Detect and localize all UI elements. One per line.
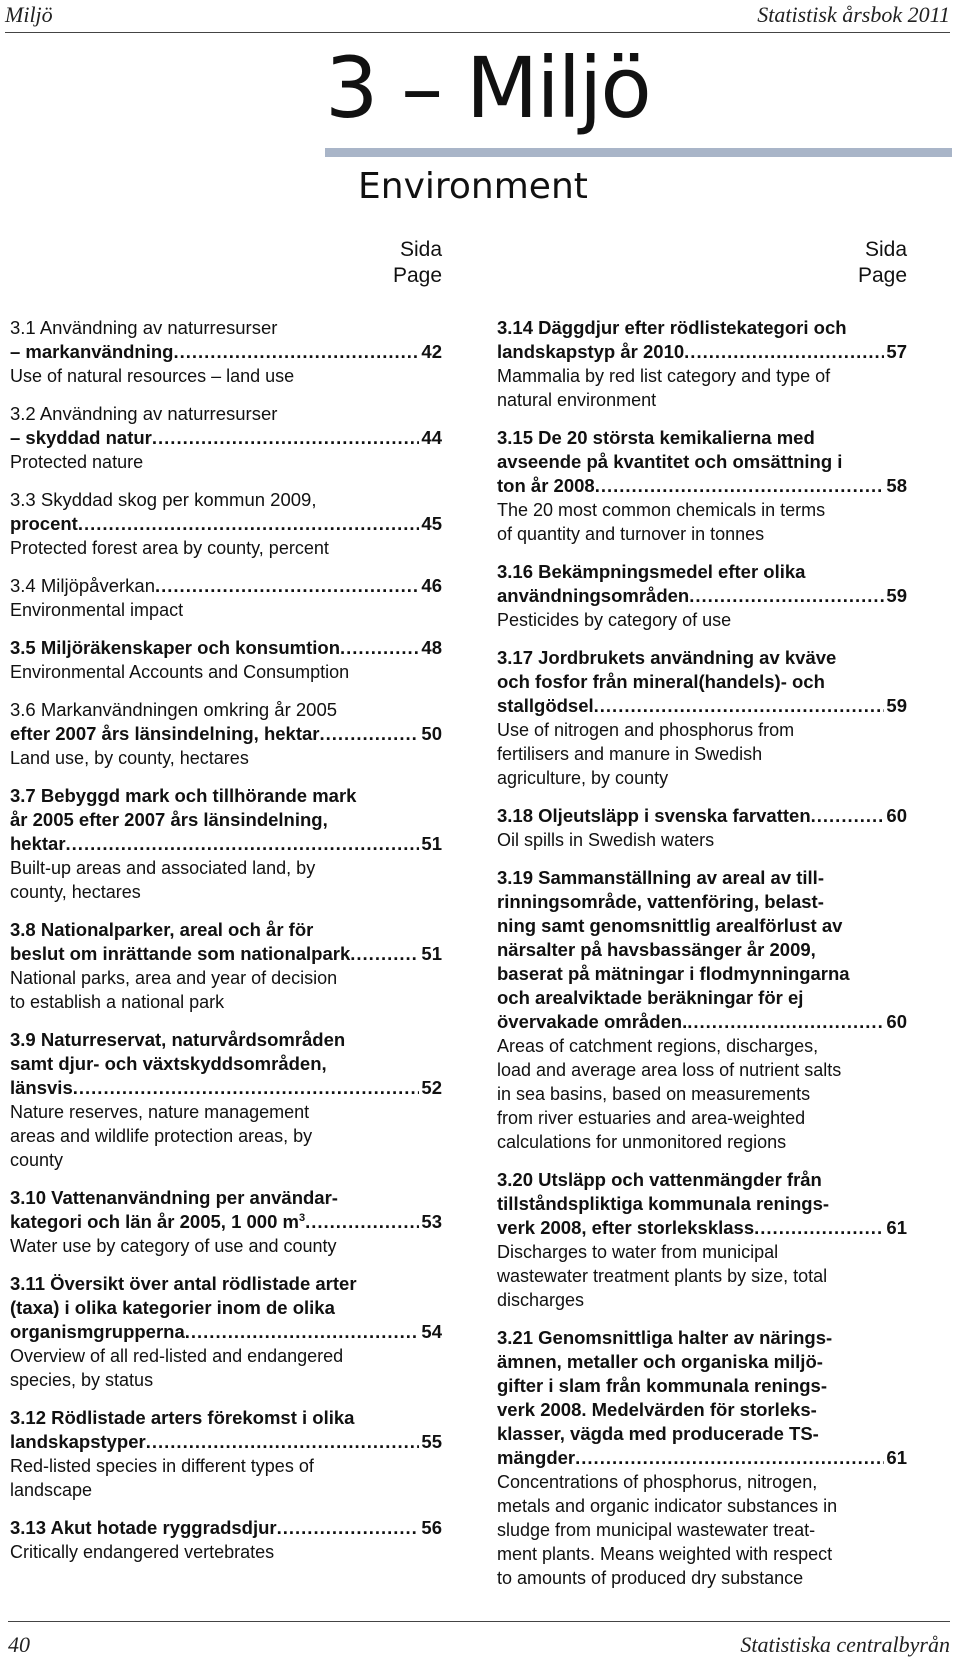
entry-page-number[interactable]: 61 <box>886 1447 907 1468</box>
page-label-sv: Sida <box>864 238 907 261</box>
leader-dots <box>320 722 420 746</box>
entry-title-line: 3.16 Bekämpningsmedel efter olika <box>497 561 806 582</box>
entry-page-number[interactable]: 42 <box>421 341 442 362</box>
entry-title-line: rinningsområde, vattenföring, belast- <box>497 891 824 912</box>
entry-title-line: 3.6 Markanvändningen omkring år 2005 <box>10 699 338 720</box>
entry-title-line: – markanvändning <box>10 341 174 362</box>
entry-title-sv <box>10 698 442 746</box>
entry-page-number[interactable]: 59 <box>886 695 907 716</box>
entry-title-en-line: Critically endangered vertebrates <box>10 1542 275 1562</box>
entry-title-sv <box>497 804 907 828</box>
entry-title-en-line: Environmental Accounts and Consumption <box>10 662 350 682</box>
entry-title-en-line: Environmental impact <box>10 600 184 620</box>
entry-title-line: 3.17 Jordbrukets användning av kväve <box>497 647 837 668</box>
leader-dots <box>78 512 420 536</box>
leader-dots <box>305 1210 419 1234</box>
entry-title-last-line <box>10 1516 442 1540</box>
leader-dots <box>155 574 419 598</box>
page-label-right <box>800 237 907 289</box>
entry-title-line: 3.10 Vattenanvändning per användar- <box>10 1187 338 1208</box>
entry-title-en-line: Nature reserves, nature management <box>10 1102 310 1122</box>
entry-page-number[interactable]: 54 <box>421 1321 442 1342</box>
page-number: 40 <box>8 1632 30 1657</box>
entry-page-number[interactable]: 55 <box>421 1431 442 1452</box>
entry-title-en <box>10 856 442 904</box>
entry-title-en-line: species, by status <box>10 1370 154 1390</box>
entry-title-last-line <box>497 804 907 828</box>
entry-title-line: 3.14 Däggdjur efter rödlistekategori och <box>497 317 847 338</box>
entry-page-number[interactable]: 44 <box>421 427 442 448</box>
entry-title-last-line <box>10 1320 442 1344</box>
leader-dots <box>350 942 419 966</box>
entry-title-line: baserat på mätningar i flodmynningarna <box>497 963 850 984</box>
entry-title-sv <box>10 574 442 598</box>
entry-title-line: 3.9 Naturreservat, naturvårdsområden <box>10 1029 346 1050</box>
leader-dots <box>340 636 419 660</box>
toc-entry[interactable] <box>10 488 442 560</box>
entry-title-last-line <box>497 1010 907 1034</box>
entry-title-sv <box>10 316 442 364</box>
entry-title-line: landskapstyper <box>10 1431 146 1452</box>
entry-title-line: kategori och län år 2005, 1 000 $m^3$ <box>10 1211 306 1232</box>
entry-title-last-line <box>497 584 907 608</box>
entry-title-en-line: Areas of catchment regions, discharges, <box>497 1036 819 1056</box>
entry-title-line: 3.1 Användning av naturresurser <box>10 317 278 338</box>
entry-title-last-line <box>497 1446 907 1470</box>
entry-title-en <box>10 1540 442 1564</box>
entry-title-line: verk 2008, efter storleksklass <box>497 1217 755 1238</box>
entry-title-line: 3.11 Översikt över antal rödlistade arter <box>10 1273 357 1294</box>
entry-title-en-line: Discharges to water from municipal <box>497 1242 779 1262</box>
leader-dots <box>684 340 884 364</box>
entry-title-last-line <box>10 1076 442 1100</box>
entry-title-en-line: Red-listed species in different types of <box>10 1456 314 1476</box>
entry-title-line: avseende på kvantitet och omsättning i <box>497 451 843 472</box>
entry-title-line: gifter i slam från kommunala renings- <box>497 1375 827 1396</box>
entry-title-line: 3.13 Akut hotade ryggradsdjur <box>10 1517 277 1538</box>
entry-title-last-line <box>10 832 442 856</box>
toc-entry[interactable] <box>10 1028 442 1172</box>
entry-title-sv <box>10 784 442 856</box>
entry-title-en-line: county <box>10 1150 64 1170</box>
entry-page-number[interactable]: 48 <box>421 637 442 658</box>
entry-title-en-line: Mammalia by red list category and type of <box>497 366 831 386</box>
entry-title-en <box>10 1234 442 1258</box>
toc-entry[interactable] <box>10 636 442 684</box>
entry-title-en-line: calculations for unmonitored regions <box>497 1132 787 1152</box>
entry-page-number[interactable]: 60 <box>886 1011 907 1032</box>
leader-dots <box>687 1010 884 1034</box>
toc-entry[interactable] <box>10 1272 442 1392</box>
entry-title-en-line: fertilisers and manure in Swedish <box>497 744 763 764</box>
entry-page-number[interactable]: 59 <box>886 585 907 606</box>
entry-title-line: stallgödsel <box>497 695 594 716</box>
entry-title-line: länsvis <box>10 1077 73 1098</box>
entry-title-sv <box>10 488 442 536</box>
running-header <box>5 0 950 33</box>
entry-title-last-line <box>497 474 907 498</box>
entry-title-last-line <box>10 942 442 966</box>
entry-title-last-line <box>10 636 442 660</box>
entry-title-last-line <box>497 1216 907 1240</box>
entry-title-en-line: National parks, area and year of decision <box>10 968 338 988</box>
toc-entry[interactable] <box>497 866 907 1154</box>
entry-title-line: 3.21 Genomsnittliga halter av närings- <box>497 1327 833 1348</box>
entry-title-en-line: Pesticides by category of use <box>497 610 732 630</box>
leader-dots <box>66 832 420 856</box>
entry-title-line: närsalter på havsbassänger år 2009, <box>497 939 816 960</box>
toc-entry[interactable] <box>497 1326 907 1590</box>
entry-page-number[interactable]: 60 <box>886 805 907 826</box>
entry-title-sv <box>497 866 907 1034</box>
entry-title-sv <box>10 1272 442 1344</box>
toc-entry[interactable] <box>497 1168 907 1312</box>
entry-title-sv <box>10 1516 442 1540</box>
toc-entry[interactable] <box>10 698 442 770</box>
entry-title-line: mängder <box>497 1447 576 1468</box>
entry-title-line: 3.8 Nationalparker, areal och år för <box>10 919 314 940</box>
entry-title-sv <box>10 918 442 966</box>
toc-entry[interactable] <box>10 574 442 622</box>
toc-column-right <box>497 316 907 1604</box>
entry-title-en <box>10 598 442 622</box>
entry-title-en-line: Concentrations of phosphorus, nitrogen, <box>497 1472 818 1492</box>
entry-title-en-line: ment plants. Means weighted with respect <box>497 1544 833 1564</box>
entry-title-line: procent <box>10 513 78 534</box>
entry-title-sv <box>497 426 907 498</box>
entry-title-sv <box>10 1406 442 1454</box>
entry-title-en <box>10 1344 442 1392</box>
entry-title-line: (taxa) i olika kategorier inom de olika <box>10 1297 335 1318</box>
entry-title-last-line <box>10 1430 442 1454</box>
superscript: 3 <box>298 1211 306 1224</box>
entry-title-en-line: metals and organic indicator substances in <box>497 1496 838 1516</box>
page-label-en: Page <box>857 264 907 287</box>
entry-title-en-line: discharges <box>497 1290 585 1310</box>
leader-dots <box>594 694 885 718</box>
page-label-left <box>340 237 442 289</box>
header-section: Miljö <box>5 2 53 27</box>
entry-title-en-line: landscape <box>10 1480 93 1500</box>
entry-title-en-line: in sea basins, based on measurements <box>497 1084 811 1104</box>
leader-dots <box>689 584 884 608</box>
entry-title-sv <box>10 1186 442 1234</box>
entry-title-en <box>10 746 442 770</box>
leader-dots <box>811 804 885 828</box>
entry-title-sv <box>10 402 442 450</box>
entry-title-sv <box>497 1326 907 1470</box>
entry-title-en <box>10 536 442 560</box>
entry-title-last-line <box>10 1210 442 1234</box>
entry-title-en-line: areas and wildlife protection areas, by <box>10 1126 313 1146</box>
entry-title-en-line: agriculture, by county <box>497 768 669 788</box>
entry-title-last-line <box>497 694 907 718</box>
entry-title-en <box>10 364 442 388</box>
entry-title-en-line: Use of nitrogen and phosphorus from <box>497 720 795 740</box>
running-footer <box>8 1621 950 1668</box>
entry-title-line: år 2005 efter 2007 års länsindelning, <box>10 809 328 830</box>
entry-title-line: landskapstyp år 2010 <box>497 341 685 362</box>
toc-entry[interactable] <box>497 646 907 790</box>
entry-page-number[interactable]: 50 <box>421 723 442 744</box>
entry-title-en-line: Protected nature <box>10 452 144 472</box>
entry-title-en <box>10 1100 442 1172</box>
entry-title-sv <box>497 646 907 718</box>
entry-title-line: organismgrupperna <box>10 1321 185 1342</box>
leader-dots <box>277 1516 420 1540</box>
entry-title-last-line <box>10 574 442 598</box>
entry-title-last-line <box>10 722 442 746</box>
page-label-sv: Sida <box>399 238 442 261</box>
toc-entry[interactable] <box>10 1186 442 1258</box>
entry-page-number[interactable]: 52 <box>421 1077 442 1098</box>
entry-page-number[interactable]: 61 <box>886 1217 907 1238</box>
entry-title-line: övervakade områden. <box>497 1011 688 1032</box>
entry-page-number[interactable]: 46 <box>421 575 442 596</box>
entry-title-en-line: of quantity and turnover in tonnes <box>497 524 765 544</box>
chapter-title: 3 – Miljö <box>325 39 650 137</box>
entry-title-sv <box>10 636 442 660</box>
leader-dots <box>595 474 885 498</box>
entry-title-line: 3.15 De 20 största kemikalierna med <box>497 427 815 448</box>
entry-title-line: 3.18 Oljeutsläpp i svenska farvatten <box>497 805 811 826</box>
toc-column-left <box>10 316 442 1578</box>
entry-title-en <box>497 1240 907 1312</box>
toc-entry[interactable] <box>10 316 442 388</box>
toc-entry[interactable] <box>10 1516 442 1564</box>
footer-publisher: Statistiska centralbyrån <box>740 1632 950 1657</box>
entry-page-number[interactable]: 53 <box>421 1211 442 1232</box>
chapter-subtitle: Environment <box>358 166 588 207</box>
entry-title-last-line <box>10 340 442 364</box>
leader-dots <box>185 1320 420 1344</box>
toc-entry[interactable] <box>497 804 907 852</box>
entry-title-sv <box>497 316 907 364</box>
entry-title-en <box>10 1454 442 1502</box>
leader-dots <box>73 1076 420 1100</box>
toc-entry[interactable] <box>497 560 907 632</box>
entry-title-en-line: sludge from municipal wastewater treat- <box>497 1520 816 1540</box>
entry-page-number[interactable]: 51 <box>421 833 442 854</box>
entry-title-en <box>497 364 907 412</box>
entry-title-last-line <box>10 512 442 536</box>
entry-title-last-line <box>10 426 442 450</box>
leader-dots <box>173 340 419 364</box>
entry-title-en <box>10 660 442 684</box>
toc-entry[interactable] <box>10 784 442 904</box>
entry-title-line: samt djur- och växtskyddsområden, <box>10 1053 327 1074</box>
entry-title-en-line: Use of natural resources – land use <box>10 366 295 386</box>
entry-title-line: hektar <box>10 833 66 854</box>
entry-title-en-line: to establish a national park <box>10 992 225 1012</box>
toc-entry[interactable] <box>10 402 442 474</box>
entry-title-line: och fosfor från mineral(handels)- och <box>497 671 825 692</box>
entry-title-line: ning samt genomsnittlig arealförlust av <box>497 915 843 936</box>
entry-title-en-line: county, hectares <box>10 882 141 902</box>
entry-title-en <box>497 718 907 790</box>
entry-title-line: 3.12 Rödlistade arters förekomst i olika <box>10 1407 355 1428</box>
entry-title-line: 3.5 Miljöräkenskaper och konsumtion <box>10 637 341 658</box>
entry-title-line: klasser, vägda med producerade TS- <box>497 1423 819 1444</box>
entry-title-line: användningsområden <box>497 585 690 606</box>
header-publication: Statistisk årsbok 2011 <box>757 2 950 27</box>
entry-title-line: 3.20 Utsläpp och vattenmängder från <box>497 1169 822 1190</box>
toc-entry[interactable] <box>497 426 907 546</box>
entry-title-en <box>10 966 442 1014</box>
entry-title-en-line: to amounts of produced dry substance <box>497 1568 804 1588</box>
toc-entry[interactable] <box>497 316 907 412</box>
entry-title-en <box>497 1034 907 1154</box>
entry-title-sv <box>10 1028 442 1100</box>
entry-title-en-line: Overview of all red-listed and endangered <box>10 1346 344 1366</box>
entry-title-line: efter 2007 års länsindelning, hektar <box>10 723 320 744</box>
entry-title-en-line: load and average area loss of nutrient salts <box>497 1060 842 1080</box>
entry-title-en-line: Water use by category of use and county <box>10 1236 337 1256</box>
entry-title-line: ton år 2008 <box>497 475 595 496</box>
leader-dots <box>152 426 420 450</box>
entry-title-en <box>497 828 907 852</box>
page-label-en: Page <box>392 264 442 287</box>
toc-entry[interactable] <box>10 918 442 1014</box>
entry-page-number[interactable]: 56 <box>421 1517 442 1538</box>
entry-title-en-line: Built-up areas and associated land, by <box>10 858 316 878</box>
entry-title-en-line: Protected forest area by county, percent <box>10 538 329 558</box>
entry-title-en-line: from river estuaries and area-weighted <box>497 1108 806 1128</box>
entry-title-en <box>497 498 907 546</box>
entry-title-line: ämnen, metaller och organiska miljö- <box>497 1351 823 1372</box>
leader-dots <box>754 1216 884 1240</box>
toc-entry[interactable] <box>10 1406 442 1502</box>
entry-title-en-line: Oil spills in Swedish waters <box>497 830 715 850</box>
entry-title-line: verk 2008. Medelvärden för storleks- <box>497 1399 817 1420</box>
entry-title-line: – skyddad natur <box>10 427 152 448</box>
entry-title-en <box>497 608 907 632</box>
entry-title-en <box>497 1470 907 1590</box>
entry-title-line: 3.7 Bebyggd mark och tillhörande mark <box>10 785 357 806</box>
entry-page-number[interactable]: 58 <box>886 475 907 496</box>
entry-title-en-line: Land use, by county, hectares <box>10 748 249 768</box>
entry-title-line: och arealviktade beräkningar för ej <box>497 987 804 1008</box>
entry-title-en-line: wastewater treatment plants by size, total <box>497 1266 828 1286</box>
entry-title-en-line: The 20 most common chemicals in terms <box>497 500 826 520</box>
entry-title-line: beslut om inrättande som nationalpark <box>10 943 351 964</box>
entry-title-line: tillståndspliktiga kommunala renings- <box>497 1193 830 1214</box>
entry-title-last-line <box>497 340 907 364</box>
entry-page-number[interactable]: 45 <box>421 513 442 534</box>
entry-page-number[interactable]: 51 <box>421 943 442 964</box>
entry-page-number[interactable]: 57 <box>886 341 907 362</box>
entry-title-line: 3.3 Skyddad skog per kommun 2009, <box>10 489 317 510</box>
entry-title-sv <box>497 1168 907 1240</box>
entry-title-en-line: natural environment <box>497 390 657 410</box>
leader-dots <box>146 1430 420 1454</box>
chapter-rule <box>325 148 952 157</box>
leader-dots <box>575 1446 884 1470</box>
entry-title-line: 3.19 Sammanställning av areal av till- <box>497 867 824 888</box>
entry-title-sv <box>497 560 907 608</box>
entry-title-en <box>10 450 442 474</box>
entry-title-line: 3.2 Användning av naturresurser <box>10 403 278 424</box>
entry-title-line: 3.4 Miljöpåverkan <box>10 575 155 596</box>
